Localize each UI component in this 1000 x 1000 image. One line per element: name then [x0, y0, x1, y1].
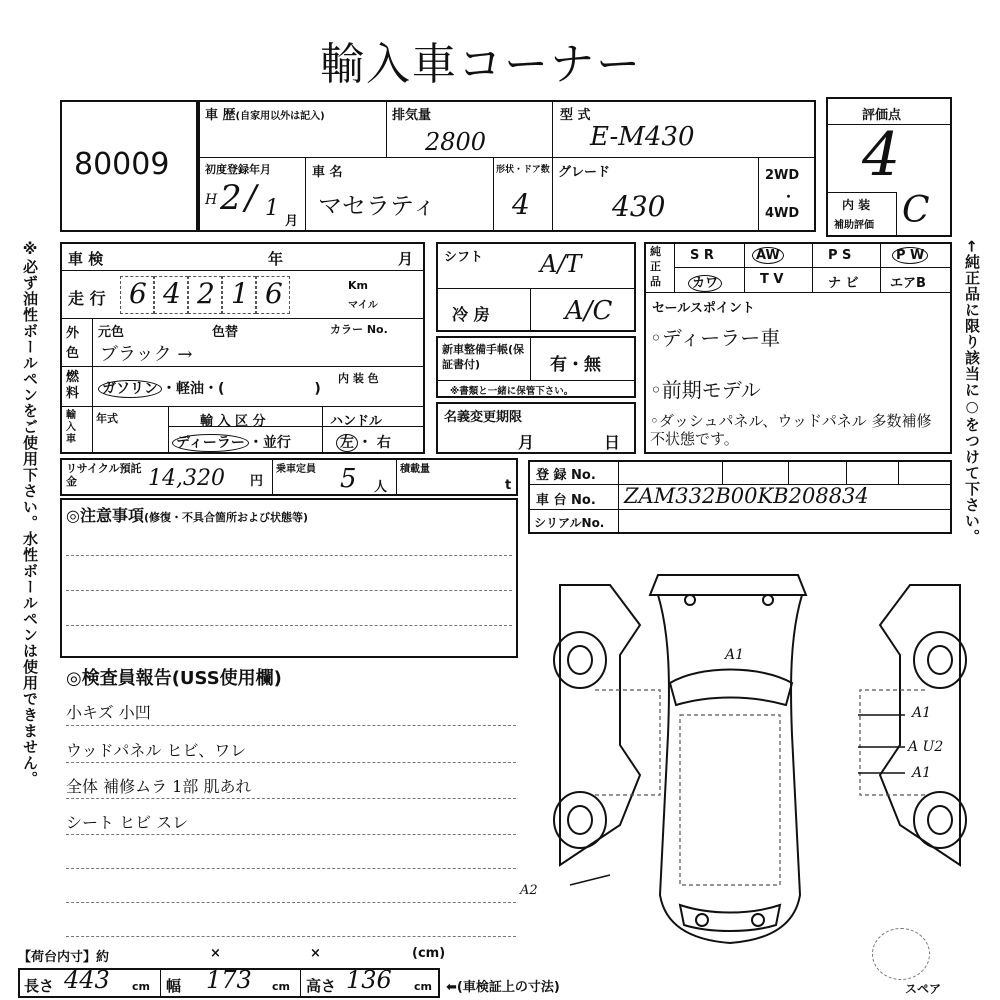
genuine-label: 純正品 [650, 245, 661, 288]
original-color-label: 元色 [98, 325, 125, 340]
capacity-value: 5 [340, 464, 357, 494]
serial-label: シリアルNo. [534, 516, 605, 530]
diagram-mark-bottom: A2 [520, 883, 538, 898]
inspector-line-4: シート ヒビ スレ [66, 813, 189, 832]
first-reg-label: 初度登録年月 [205, 163, 271, 176]
caution-label: ◎注意事項(修復・不具合箇所および状態等) [66, 506, 309, 525]
interior-sub: 補助評価 [834, 220, 874, 231]
car-name-label: 車 名 [312, 165, 343, 180]
yen-unit: 円 [250, 474, 264, 489]
recycle-value: 14,320 [148, 466, 225, 491]
doors-value: 4 [512, 188, 530, 221]
score-value: 4 [862, 120, 901, 190]
ac-label: 冷 房 [452, 305, 490, 324]
color-change-label: 色替 [212, 325, 239, 340]
inspector-line-1: 小キズ 小凹 [66, 703, 151, 722]
inspector-label: ◎検査員報告(USS使用欄) [66, 668, 282, 689]
mile-label: マイル [348, 300, 378, 311]
fuel-label: 燃料 [66, 370, 80, 401]
grade-label: グレード [558, 165, 611, 180]
cargo-label: 【荷台内寸】約 [18, 950, 110, 965]
equip-pw-circled: P W [892, 247, 928, 264]
model-value: E-M430 [590, 122, 695, 152]
dimensions-note: ⬅(車検証上の寸法) [446, 980, 560, 995]
length-label: 長さ [24, 977, 55, 995]
month-unit: 月 [285, 214, 299, 229]
mileage-digit: 6 [265, 277, 283, 310]
shaken-year-unit: 年 [268, 250, 284, 268]
diagram-mark-right-1: A1 [912, 705, 932, 721]
length-value: 443 [64, 966, 110, 994]
color-value: ブラック → [100, 344, 193, 365]
ton-unit: t [505, 478, 512, 493]
interior-label: 内 装 [842, 198, 871, 212]
lot-number-box [60, 100, 198, 232]
import-dealer-circled: ディーラー [172, 434, 249, 452]
spare-circle [872, 928, 930, 980]
load-label: 積載量 [400, 464, 430, 475]
person-unit: 人 [374, 480, 388, 495]
sales-point-1: ◦ディーラー車 [650, 326, 781, 350]
equip-leather-circled: カワ [688, 275, 722, 292]
import-type-value: ディーラー ・並行 [172, 432, 291, 452]
chassis-value: ZAM332B00KB208834 [624, 484, 869, 508]
page-title: 輸入車コーナー [320, 39, 642, 90]
exterior-label: 外色 [66, 326, 80, 361]
handle-value: 左 ・ 右 [336, 432, 391, 452]
equip-aw [752, 248, 784, 263]
first-reg-era: H [205, 192, 218, 208]
first-reg-slash: / [245, 178, 257, 218]
name-change-month: 月 [518, 433, 535, 452]
interior-value: C [902, 190, 930, 231]
recycle-label: リサイクル預託金 [66, 462, 142, 488]
spare-label: スペア [905, 982, 942, 996]
mileage-digit: 1 [231, 277, 249, 310]
first-reg-year: 2 [220, 178, 242, 218]
cargo-times-2: × [310, 946, 321, 961]
displacement-label: 排気量 [392, 108, 432, 123]
drive-4wd: 4WD [765, 206, 800, 221]
height-cm: cm [414, 980, 432, 993]
model-label: 型 式 [560, 108, 591, 123]
manual-note: ※書類と一緒に保管下さい。 [450, 386, 574, 397]
width-value: 173 [206, 966, 252, 994]
fuel-options: ガソリン ・軽油・( ) [98, 378, 321, 398]
lot-number: 80009 [74, 147, 170, 182]
first-reg-month: 1 [265, 196, 279, 221]
equip-leather [688, 272, 722, 291]
ac-value: A/C [565, 296, 613, 326]
diagram-mark-right-3: A1 [912, 765, 932, 781]
car-name-value: マセラティ [318, 192, 437, 220]
handle-label: ハンドル [330, 414, 383, 429]
equip-tv: T V [760, 272, 784, 287]
model-year-label: 年式 [96, 412, 118, 425]
width-label: 幅 [166, 977, 182, 995]
shift-label: シフト [444, 250, 484, 265]
score-label: 評価点 [862, 108, 902, 123]
equip-navi: ナ ビ [828, 276, 859, 291]
sales-point-2: ◦前期モデル [650, 378, 761, 402]
car-damage-diagram [520, 565, 980, 955]
cargo-cm: (cm) [412, 946, 446, 961]
fuel-gas-circled: ガソリン [98, 380, 162, 398]
sales-label: セールスポイント [652, 301, 755, 316]
equip-sr: S R [690, 248, 714, 263]
handle-left-circled: 左 [336, 434, 358, 452]
car-outline-svg [540, 565, 980, 955]
manual-label: 新車整備手帳(保証書付) [442, 343, 525, 371]
color-no-label: カラー No. [330, 323, 388, 336]
manual-value: 有・無 [550, 355, 601, 375]
reg-no-label: 登 録 No. [536, 468, 596, 483]
height-label: 高さ [306, 977, 337, 995]
interior-color-label: 内 装 色 [338, 372, 379, 385]
name-change-day: 日 [604, 433, 621, 452]
sales-point-3: ◦ダッシュパネル、ウッドパネル 多数補修 不状態です。 [650, 412, 932, 448]
import-type-label: 輸 入 区 分 [200, 414, 266, 429]
equip-airbag: エアB [890, 276, 926, 291]
inspector-line-3: 全体 補修ムラ 1部 肌あれ [66, 777, 252, 796]
name-change-label: 名義変更期限 [444, 410, 523, 425]
equip-pw [892, 248, 928, 263]
mileage-label: 走 行 [68, 289, 106, 308]
side-note-right: ←純正品に限り該当に○をつけて下さい。 [963, 240, 981, 545]
cargo-times-1: × [210, 946, 221, 961]
displacement-value: 2800 [425, 128, 487, 156]
equip-aw-circled: AW [752, 247, 784, 264]
capacity-label: 乗車定員 [276, 464, 316, 475]
equip-ps: P S [828, 248, 852, 263]
length-cm: cm [132, 980, 150, 993]
height-value: 136 [346, 966, 392, 994]
shaken-month-unit: 月 [398, 250, 414, 268]
history-label: 車 歴(自家用以外は記入) [205, 108, 325, 123]
inspector-line-2: ウッドパネル ヒビ、ワレ [66, 741, 247, 760]
mileage-digit: 4 [163, 277, 181, 310]
doors-label: 形状・ドア数 [496, 165, 550, 175]
shift-value: A/T [540, 250, 582, 278]
mileage-digit: 6 [129, 277, 147, 310]
shaken-label: 車 検 [68, 250, 104, 268]
drive-dot: ・ [782, 190, 796, 205]
mileage-digit: 2 [197, 277, 215, 310]
km-label: Km [348, 279, 368, 292]
drive-2wd: 2WD [765, 168, 800, 183]
mileage-digits [120, 276, 290, 314]
import-label: 輸入車 [66, 410, 76, 445]
diagram-mark-roof: A1 [725, 647, 745, 663]
diagram-mark-right-2: A U2 [908, 739, 944, 755]
width-cm: cm [272, 980, 290, 993]
chassis-label: 車 台 No. [536, 493, 596, 508]
grade-value: 430 [612, 190, 666, 223]
side-note-left: ※必ず油性ボールペンをご使用下さい。水性ボールペンは使用できません。 [21, 240, 39, 787]
